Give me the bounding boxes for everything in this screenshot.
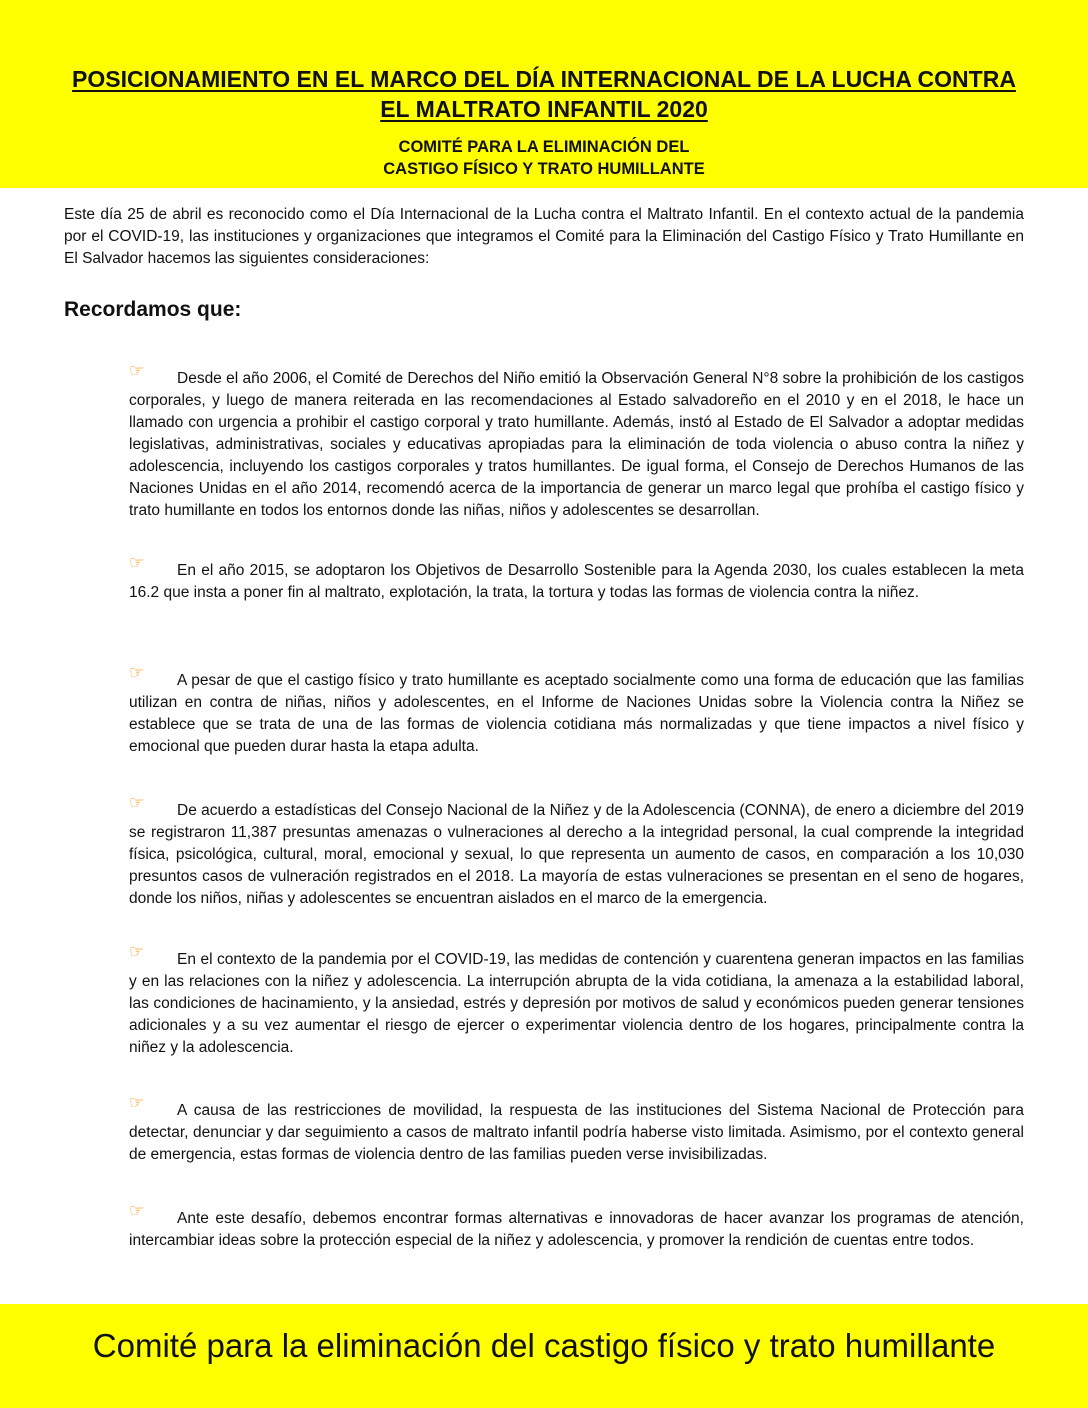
pointing-hand-icon: ☞ [129, 663, 145, 682]
bullet-item [129, 1093, 1024, 1166]
intro-paragraph: Este día 25 de abril es reconocido como el Día Internacional de la Lucha contra el Maltrato Infantil. En el contexto actual de la pandemia por el COVID-19, las instituciones y organizaciones que integramos el Comité para la Eliminación del Castigo Físico y Trato Humillante en El Salvador hacemos las siguientes consideraciones: [64, 206, 1024, 267]
pointing-hand-icon: ☞ [129, 553, 145, 572]
footer-text: Comité para la eliminación del castigo físico y trato humillante [92, 1327, 996, 1364]
bullet-item [129, 553, 1024, 604]
bullet-text: A pesar de que el castigo físico y trato humillante es aceptado socialmente como una forma de educación que las familias utilizan en contra de niñas, niños y adolescentes, en el Informe de Naciones Unidas sobre la Violencia contra la Niñez se establece que se trata de una de las formas de violencia cotidiana más normalizadas y que tiene impactos a nivel físico y emocional que pueden durar hasta la etapa adulta. [129, 672, 1024, 755]
pointing-hand-icon: ☞ [129, 1201, 145, 1220]
bullet-text: Ante este desafío, debemos encontrar formas alternativas e innovadoras de hacer avanzar los programas de atención, intercambiar ideas sobre la protección especial de la niñez y adolescencia, y promover la rendición de cuentas entre todos. [129, 1210, 1024, 1249]
subtitle-line-2: CASTIGO FÍSICO Y TRATO HUMILLANTE [383, 160, 705, 178]
bullet-text: En el año 2015, se adoptaron los Objetivos de Desarrollo Sostenible para la Agenda 2030, los cuales establecen la meta 16.2 que insta a poner fin al maltrato, explotación, la trata, la tortura y todas las formas de violencia contra la niñez. [129, 562, 1024, 601]
document-title: POSICIONAMIENTO EN EL MARCO DEL DÍA INTERNACIONAL DE LA LUCHA CONTRA EL MALTRATO INFANTIL 2020 [72, 66, 1016, 122]
pointing-hand-icon: ☞ [129, 361, 145, 380]
bullet-text: De acuerdo a estadísticas del Consejo Nacional de la Niñez y de la Adolescencia (CONNA), de enero a diciembre del 2019 se registraron 11,387 presuntas amenazas o vulneraciones al derecho a la integridad personal, la cual comprende la integridad física, psicológica, cultural, moral, emocional y sexual, lo que representa un aumento de casos, en comparación a los 10,030 presuntos casos de vulneración registrados en el 2018. La mayoría de estas vulneraciones se presentan en el seno de hogares, donde los niños, niñas y adolescentes se encuentran aislados en el marco de la emergencia. [129, 802, 1024, 907]
subtitle-line-1: COMITÉ PARA LA ELIMINACIÓN DEL [398, 138, 690, 156]
pointing-hand-icon: ☞ [129, 793, 145, 812]
bullet-item [129, 793, 1024, 910]
pointing-hand-icon: ☞ [129, 1093, 145, 1112]
bullet-text: Desde el año 2006, el Comité de Derechos del Niño emitió la Observación General N°8 sobre la prohibición de los castigos corporales, y luego de manera reiterada en las recomendaciones al Estado salvadoreño en el 2010 y en el 2018, le hace un llamado con urgencia a prohibir el castigo corporal y trato humillante. Además, instó al Estado de El Salvador a adoptar medidas legislativas, administrativas, sociales y educativas apropiadas para la eliminación de toda violencia o abuso contra la niñez y adolescencia, incluyendo los castigos corporales y tratos humillantes. De igual forma, el Consejo de Derechos Humanos de las Naciones Unidas en el año 2014, recomendó acerca de la importancia de generar un marco legal que prohíba el castigo físico y trato humillante en todos los entornos donde las niñas, niños y adolescentes se desarrollan. [129, 370, 1024, 519]
bullet-item [129, 1201, 1024, 1252]
bullet-text: En el contexto de la pandemia por el COVID-19, las medidas de contención y cuarentena generan impactos en las familias y en las relaciones con la niñez y adolescencia. La interrupción abrupta de la vida cotidiana, la amenaza a la estabilidad laboral, las condiciones de hacinamiento, y la ansiedad, estrés y depresión por motivos de salud y económicos pueden generar tensiones adicionales y a su vez aumentar el riesgo de ejercer o experimentar violencia dentro de los hogares, principalmente contra la niñez y la adolescencia. [129, 951, 1024, 1056]
bullet-item [129, 942, 1024, 1059]
document-subtitle [60, 136, 1028, 180]
section-heading: Recordamos que: [64, 298, 242, 321]
pointing-hand-icon: ☞ [129, 942, 145, 961]
bullet-item [129, 361, 1024, 522]
bullet-item [129, 663, 1024, 758]
bullet-text: A causa de las restricciones de movilidad, la respuesta de las instituciones del Sistema Nacional de Protección para detectar, denunciar y dar seguimiento a casos de maltrato infantil podría haberse visto limitada. Asimismo, por el contexto general de emergencia, estas formas de violencia dentro de las familias pueden verse invisibilizadas. [129, 1102, 1024, 1163]
